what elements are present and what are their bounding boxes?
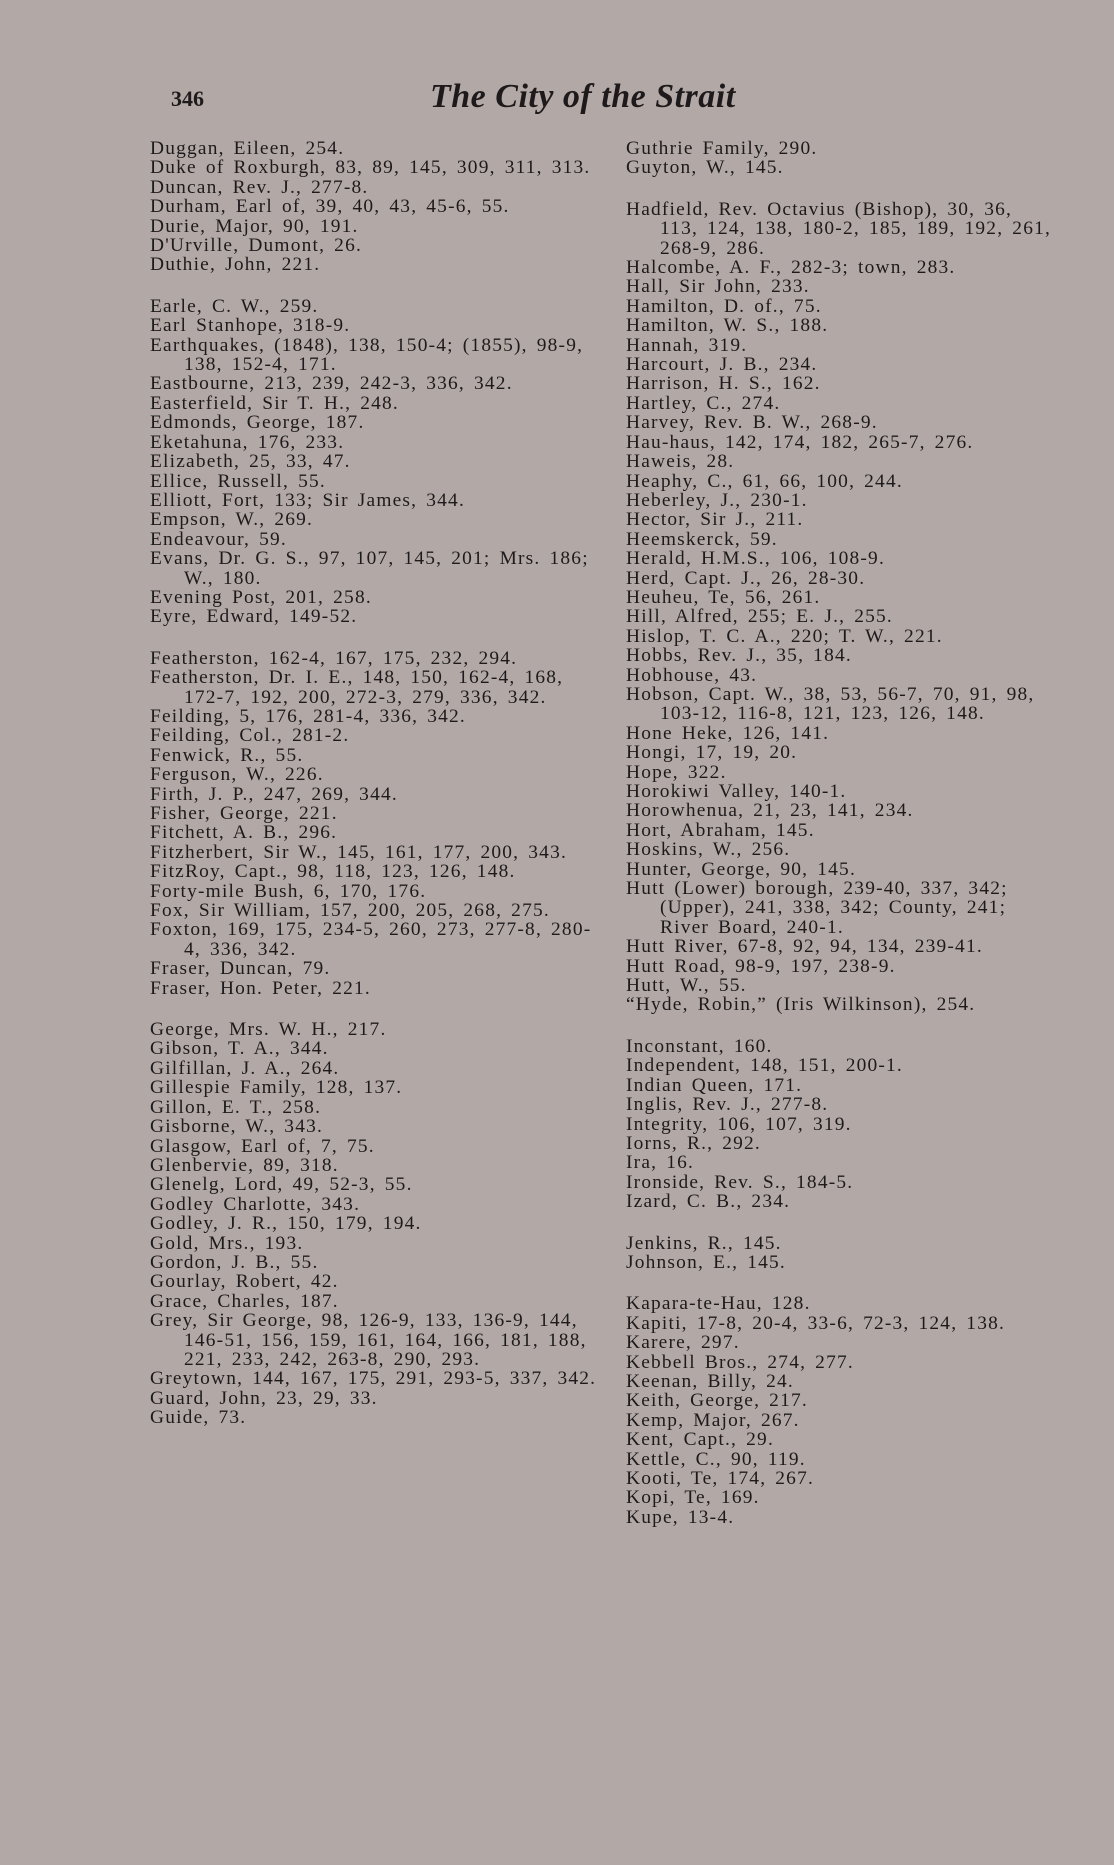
- index-letter-group: [626, 1234, 1056, 1273]
- index-entry: Grey, Sir George, 98, 126-9, 133, 136-9, 144, 146-51, 156, 159, 161, 164, 166, 181, 188, 221, 233, 242, 263-8, 290, 293.: [150, 1310, 587, 1370]
- index-entry: Hope, 322.: [626, 761, 727, 783]
- index-entry: Horowhenua, 21, 23, 141, 234.: [626, 800, 914, 822]
- index-entry: Earthquakes, (1848), 138, 150-4; (1855), 98-9, 138, 152-4, 171.: [150, 334, 584, 376]
- index-entry: Hadfield, Rev. Octavius (Bishop), 30, 36, 113, 124, 138, 180-2, 185, 189, 192, 261, 268-9, 286.: [626, 198, 1052, 259]
- index-entry: Iorns, R., 292.: [626, 1132, 761, 1154]
- index-entry: Harcourt, J. B., 234.: [626, 354, 818, 376]
- index-entry: Hartley, C., 274.: [626, 392, 781, 414]
- index-entry: Johnson, E., 145.: [626, 1251, 786, 1273]
- index-entry: Gold, Mrs., 193.: [150, 1232, 304, 1254]
- index-letter-group: [626, 1294, 1056, 1527]
- index-letter-group: [626, 139, 1056, 178]
- index-entry: Firth, J. P., 247, 269, 344.: [150, 783, 398, 805]
- index-entry: Eastbourne, 213, 239, 242-3, 336, 342.: [150, 373, 513, 395]
- index-entry: Gilfillan, J. A., 264.: [150, 1057, 340, 1079]
- index-entry: “Hyde, Robin,” (Iris Wilkinson), 254.: [626, 994, 976, 1016]
- index-entry: Fitchett, A. B., 296.: [150, 822, 338, 844]
- index-entry: Evans, Dr. G. S., 97, 107, 145, 201; Mrs. 186; W., 180.: [150, 548, 589, 589]
- index-letter-group: [150, 139, 600, 275]
- index-entry: Ira, 16.: [626, 1152, 695, 1174]
- index-entry: Endeavour, 59.: [150, 528, 287, 550]
- index-entry: Integrity, 106, 107, 319.: [626, 1113, 852, 1135]
- index-entry: Kopi, Te, 169.: [626, 1487, 760, 1509]
- index-entry: Heberley, J., 230-1.: [626, 489, 808, 511]
- index-entry: Gillon, E. T., 258.: [150, 1096, 322, 1118]
- index-entry: Hort, Abraham, 145.: [626, 819, 815, 841]
- index-entry: Fox, Sir William, 157, 200, 205, 268, 275.: [150, 900, 550, 922]
- index-entry: Hector, Sir J., 211.: [626, 509, 804, 531]
- index-entry: Kapiti, 17-8, 20-4, 33-6, 72-3, 124, 138.: [626, 1312, 1006, 1334]
- index-entry: Hall, Sir John, 233.: [626, 276, 810, 298]
- index-entry: Earl Stanhope, 318-9.: [150, 315, 351, 337]
- index-letter-group: [150, 649, 600, 998]
- index-entry: Gillespie Family, 128, 137.: [150, 1077, 403, 1099]
- index-entry: Hamilton, W. S., 188.: [626, 315, 829, 337]
- index-entry: Duke of Roxburgh, 83, 89, 145, 309, 311, 313.: [150, 157, 591, 179]
- index-entry: Elizabeth, 25, 33, 47.: [150, 451, 351, 473]
- index-column-left: [150, 139, 600, 1450]
- index-letter-group: [626, 200, 1056, 1015]
- index-entry: Fraser, Duncan, 79.: [150, 958, 331, 980]
- index-entry: Godley Charlotte, 343.: [150, 1193, 361, 1215]
- index-entry: Ellice, Russell, 55.: [150, 470, 326, 492]
- index-entry: Gordon, J. B., 55.: [150, 1251, 319, 1273]
- index-entry: Grace, Charles, 187.: [150, 1290, 339, 1312]
- index-entry: Kent, Capt., 29.: [626, 1429, 774, 1451]
- index-entry: Durham, Earl of, 39, 40, 43, 45-6, 55.: [150, 196, 510, 218]
- index-entry: Heuheu, Te, 56, 261.: [626, 586, 821, 608]
- index-entry: Ferguson, W., 226.: [150, 764, 324, 786]
- index-entry: FitzRoy, Capt., 98, 118, 123, 126, 148.: [150, 861, 516, 883]
- index-entry: Jenkins, R., 145.: [626, 1232, 782, 1254]
- index-entry: Hill, Alfred, 255; E. J., 255.: [626, 606, 893, 628]
- index-entry: Duggan, Eileen, 254.: [150, 138, 345, 159]
- index-letter-group: [626, 1037, 1056, 1212]
- index-entry: Fraser, Hon. Peter, 221.: [150, 977, 371, 999]
- index-entry: Fitzherbert, Sir W., 145, 161, 177, 200, 343.: [150, 841, 568, 863]
- index-entry: Guthrie Family, 290.: [626, 138, 818, 159]
- index-entry: Karere, 297.: [626, 1332, 740, 1354]
- index-entry: Kettle, C., 90, 119.: [626, 1448, 806, 1470]
- index-entry: Eyre, Edward, 149-52.: [150, 606, 358, 628]
- index-entry: Gourlay, Robert, 42.: [150, 1271, 339, 1293]
- index-entry: Featherston, Dr. I. E., 148, 150, 162-4, 168, 172-7, 192, 200, 272-3, 279, 336, 342.: [150, 667, 564, 708]
- index-column-right: [626, 139, 1056, 1549]
- index-entry: Hoskins, W., 256.: [626, 839, 791, 861]
- index-entry: Hutt Road, 98-9, 197, 238-9.: [626, 955, 896, 977]
- index-entry: Glenbervie, 89, 318.: [150, 1154, 339, 1176]
- index-entry: Fenwick, R., 55.: [150, 744, 304, 766]
- index-entry: Heemskerck, 59.: [626, 528, 778, 550]
- index-entry: Keenan, Billy, 24.: [626, 1370, 794, 1392]
- index-entry: Edmonds, George, 187.: [150, 412, 365, 434]
- page-number: 346: [171, 86, 204, 111]
- index-entry: Easterfield, Sir T. H., 248.: [150, 392, 399, 414]
- index-entry: Hau-haus, 142, 174, 182, 265-7, 276.: [626, 431, 974, 453]
- index-entry: Indian Queen, 171.: [626, 1074, 803, 1096]
- index-entry: Empson, W., 269.: [150, 509, 314, 531]
- index-entry: Izard, C. B., 234.: [626, 1191, 791, 1213]
- index-entry: Haweis, 28.: [626, 451, 735, 473]
- index-entry: Feilding, 5, 176, 281-4, 336, 342.: [150, 705, 466, 727]
- index-entry: Godley, J. R., 150, 179, 194.: [150, 1213, 422, 1235]
- index-entry: Foxton, 169, 175, 234-5, 260, 273, 277-8, 280-4, 336, 342.: [150, 919, 592, 960]
- index-entry: Eketahuna, 176, 233.: [150, 431, 345, 453]
- index-entry: Herald, H.M.S., 106, 108-9.: [626, 548, 885, 570]
- index-entry: Inconstant, 160.: [626, 1035, 773, 1057]
- index-entry: George, Mrs. W. H., 217.: [150, 1019, 387, 1041]
- index-entry: Kapara-te-Hau, 128.: [626, 1293, 811, 1315]
- index-entry: Hamilton, D. of., 75.: [626, 295, 822, 317]
- index-entry: Gisborne, W., 343.: [150, 1116, 324, 1138]
- index-entry: Heaphy, C., 61, 66, 100, 244.: [626, 470, 903, 492]
- index-entry: Herd, Capt. J., 26, 28-30.: [626, 567, 866, 589]
- index-letter-group: [150, 297, 600, 627]
- index-entry: Hislop, T. C. A., 220; T. W., 221.: [626, 625, 943, 647]
- index-entry: Hunter, George, 90, 145.: [626, 858, 856, 880]
- index-entry: Ironside, Rev. S., 184-5.: [626, 1171, 854, 1193]
- index-entry: Harrison, H. S., 162.: [626, 373, 821, 395]
- index-entry: Hannah, 319.: [626, 334, 748, 356]
- index-entry: Harvey, Rev. B. W., 268-9.: [626, 412, 878, 434]
- index-entry: Kupe, 13-4.: [626, 1506, 735, 1528]
- index-entry: Independent, 148, 151, 200-1.: [626, 1055, 903, 1077]
- index-entry: Elliott, Fort, 133; Sir James, 344.: [150, 489, 466, 511]
- index-entry: Hongi, 17, 19, 20.: [626, 742, 798, 764]
- index-entry: Horokiwi Valley, 140-1.: [626, 781, 847, 802]
- index-entry: Duncan, Rev. J., 277-8.: [150, 176, 369, 198]
- index-letter-group: [150, 1020, 600, 1428]
- index-entry: Kemp, Major, 267.: [626, 1409, 800, 1431]
- index-entry: Guard, John, 23, 29, 33.: [150, 1387, 378, 1409]
- index-entry: Hobbs, Rev. J., 35, 184.: [626, 645, 852, 667]
- index-entry: Evening Post, 201, 258.: [150, 586, 372, 608]
- index-entry: Hutt, W., 55.: [626, 975, 747, 997]
- index-entry: Durie, Major, 90, 191.: [150, 215, 359, 237]
- index-entry: Guyton, W., 145.: [626, 157, 784, 179]
- index-entry: Greytown, 144, 167, 175, 291, 293-5, 337, 342.: [150, 1368, 597, 1390]
- index-entry: Glenelg, Lord, 49, 52-3, 55.: [150, 1174, 413, 1196]
- index-entry: Hutt (Lower) borough, 239-40, 337, 342; (Upper), 241, 338, 342; County, 241; River Board, 240-1.: [626, 878, 1008, 938]
- index-entry: Halcombe, A. F., 282-3; town, 283.: [626, 257, 956, 279]
- index-entry: Featherston, 162-4, 167, 175, 232, 294.: [150, 647, 518, 669]
- index-entry: D'Urville, Dumont, 26.: [150, 235, 363, 257]
- index-entry: Duthie, John, 221.: [150, 254, 321, 276]
- index-entry: Earle, C. W., 259.: [150, 295, 319, 317]
- index-entry: Guide, 73.: [150, 1407, 247, 1429]
- index-entry: Kebbell Bros., 274, 277.: [626, 1351, 854, 1373]
- index-entry: Keith, George, 217.: [626, 1390, 808, 1412]
- index-entry: Hutt River, 67-8, 92, 94, 134, 239-41.: [626, 936, 983, 958]
- index-entry: Glasgow, Earl of, 7, 75.: [150, 1135, 375, 1157]
- running-title: The City of the Strait: [430, 78, 736, 115]
- index-entry: Feilding, Col., 281-2.: [150, 725, 350, 747]
- index-entry: Kooti, Te, 174, 267.: [626, 1468, 815, 1489]
- index-entry: Hobson, Capt. W., 38, 53, 56-7, 70, 91, 98, 103-12, 116-8, 121, 123, 126, 148.: [626, 683, 1035, 725]
- index-entry: Gibson, T. A., 344.: [150, 1038, 329, 1060]
- index-entry: Inglis, Rev. J., 277-8.: [626, 1094, 829, 1116]
- index-entry: Hobhouse, 43.: [626, 664, 758, 686]
- index-entry: Hone Heke, 126, 141.: [626, 722, 830, 744]
- index-entry: Fisher, George, 221.: [150, 803, 338, 824]
- page-header: [0, 78, 1114, 118]
- index-entry: Forty-mile Bush, 6, 170, 176.: [150, 880, 427, 902]
